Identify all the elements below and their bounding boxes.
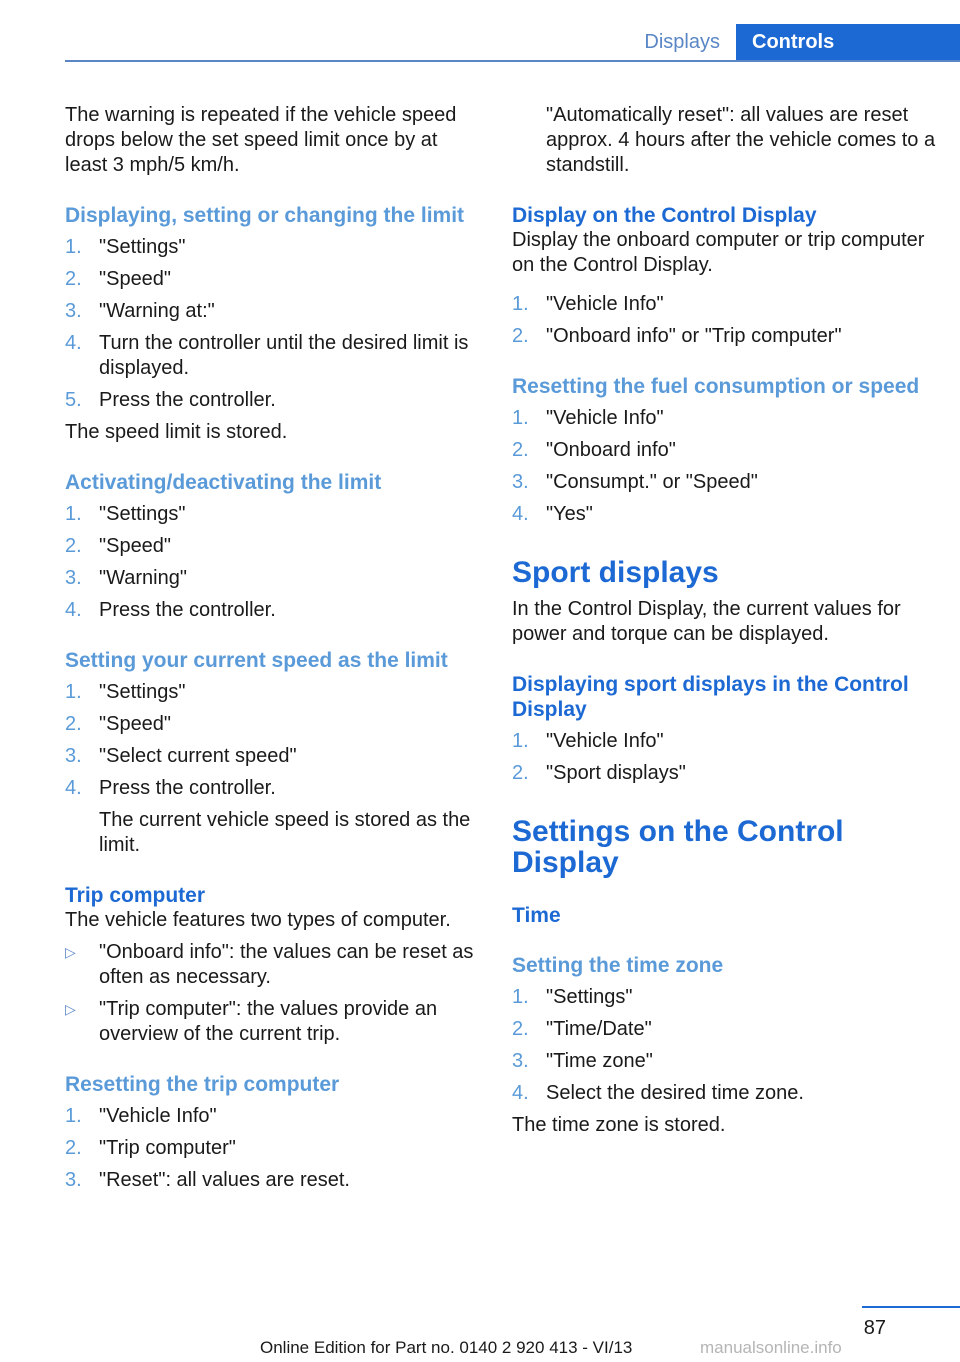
trip-computer-text: The vehicle features two types of computer.	[65, 909, 451, 931]
step-text: "Vehicle Info"	[546, 730, 664, 752]
step-text: "Warning"	[99, 567, 187, 589]
automatic-reset-text: "Automatically reset": all values are reset approx. 4 hours after the vehicle comes to a standstill.	[546, 104, 936, 176]
header-section-displays: Displays	[644, 31, 720, 53]
step-text: "Yes"	[546, 503, 593, 525]
step-text: "Settings"	[99, 236, 186, 258]
list-item	[512, 502, 942, 527]
step-number: 4.	[512, 1082, 529, 1104]
bullet-text: "Trip computer": the values provide an overview of the current trip.	[99, 998, 438, 1045]
heading-setting-limit: Displaying, setting or changing the limit	[65, 204, 465, 227]
step-number: 3.	[512, 471, 529, 493]
step-text: "Settings"	[99, 681, 186, 703]
steps-activating-limit	[65, 502, 485, 623]
step-text: "Onboard info" or "Trip computer"	[546, 325, 842, 347]
step-text: "Settings"	[99, 503, 186, 525]
current-speed-note: The current vehicle speed is stored as the limit.	[99, 809, 471, 856]
step-text: "Vehicle Info"	[546, 293, 664, 315]
speed-warning-intro: The warning is repeated if the vehicle speed drops below the set speed limit once by at least 3 mph/5 km/h.	[65, 104, 457, 176]
list-item	[65, 598, 485, 623]
step-number: 3.	[512, 1050, 529, 1072]
triangle-bullet-icon: ▷	[65, 944, 76, 960]
list-item	[65, 744, 485, 769]
step-number: 1.	[512, 293, 529, 315]
right-column	[512, 103, 942, 1138]
step-number: 2.	[512, 1018, 529, 1040]
steps-current-speed-limit	[65, 680, 485, 801]
list-item	[65, 388, 485, 413]
step-number: 5.	[65, 389, 82, 411]
step-text: "Time zone"	[546, 1050, 653, 1072]
list-item	[65, 940, 485, 990]
list-item	[512, 1049, 942, 1074]
heading-trip-computer: Trip computer	[65, 884, 206, 907]
step-number: 1.	[65, 681, 82, 703]
header-chapter-controls: Controls	[736, 24, 960, 61]
heading-current-speed-limit: Setting your current speed as the limit	[65, 649, 448, 672]
list-item	[65, 1104, 485, 1129]
list-item	[512, 292, 942, 317]
step-number: 2.	[65, 535, 82, 557]
step-text: Press the controller.	[99, 777, 276, 799]
sport-displays-text: In the Control Display, the current values for power and torque can be displayed.	[512, 598, 901, 645]
step-number: 1.	[65, 236, 82, 258]
steps-setting-limit	[65, 235, 485, 413]
triangle-bullet-icon: ▷	[65, 1001, 76, 1017]
list-item	[65, 1168, 485, 1193]
step-number: 3.	[65, 300, 82, 322]
list-item	[512, 729, 942, 754]
limit-stored-text: The speed limit is stored.	[65, 421, 288, 443]
step-number: 2.	[65, 268, 82, 290]
list-item	[512, 406, 942, 431]
step-number: 2.	[512, 325, 529, 347]
list-item	[65, 502, 485, 527]
step-number: 3.	[65, 1169, 82, 1191]
step-text: "Vehicle Info"	[546, 407, 664, 429]
steps-setting-time-zone	[512, 985, 942, 1106]
step-text: Press the controller.	[99, 599, 276, 621]
watermark: manualsonline.info	[700, 1338, 842, 1357]
step-text: "Sport displays"	[546, 762, 686, 784]
step-number: 4.	[512, 503, 529, 525]
step-text: "Select current speed"	[99, 745, 297, 767]
page-number: 87	[863, 1317, 886, 1339]
heading-setting-time-zone: Setting the time zone	[512, 954, 724, 977]
list-item	[512, 761, 942, 786]
step-text: Select the desired time zone.	[546, 1082, 804, 1104]
list-item	[512, 1017, 942, 1042]
time-zone-stored-text: The time zone is stored.	[512, 1114, 726, 1136]
heading-time: Time	[512, 904, 561, 927]
list-item	[65, 331, 485, 381]
list-item	[512, 470, 942, 495]
heading-sport-displays: Sport displays	[512, 556, 719, 589]
step-number: 2.	[512, 762, 529, 784]
heading-settings-control-display: Settings on the Control Display	[512, 815, 844, 879]
heading-resetting-fuel-consumption: Resetting the fuel consumption or speed	[512, 375, 920, 398]
list-item	[65, 997, 485, 1047]
heading-displaying-sport-displays: Displaying sport displays in the Control Display	[512, 673, 909, 721]
display-control-display-text: Display the onboard computer or trip computer on the Control Display.	[512, 229, 925, 276]
left-column	[65, 103, 485, 1200]
steps-resetting-trip-computer	[65, 1104, 485, 1193]
list-item	[65, 267, 485, 292]
step-text: "Consumpt." or "Speed"	[546, 471, 758, 493]
header-rule	[65, 60, 960, 62]
steps-display-control-display	[512, 292, 942, 349]
step-number: 3.	[65, 745, 82, 767]
step-number: 1.	[512, 986, 529, 1008]
step-text: "Trip computer"	[99, 1137, 236, 1159]
list-item	[512, 985, 942, 1010]
step-number: 4.	[65, 599, 82, 621]
step-text: "Reset": all values are reset.	[99, 1169, 350, 1191]
heading-activating-limit: Activating/deactivating the limit	[65, 471, 382, 494]
step-number: 2.	[65, 713, 82, 735]
step-text: "Speed"	[99, 535, 172, 557]
list-item	[65, 776, 485, 801]
step-text: Turn the controller until the desired limit is displayed.	[99, 332, 469, 379]
steps-displaying-sport-displays	[512, 729, 942, 786]
step-text: "Speed"	[99, 713, 172, 735]
step-text: "Time/Date"	[546, 1018, 652, 1040]
step-number: 1.	[65, 503, 82, 525]
step-text: "Settings"	[546, 986, 633, 1008]
list-item	[65, 712, 485, 737]
list-item	[65, 1136, 485, 1161]
footer-rule	[862, 1306, 960, 1308]
step-number: 2.	[512, 439, 529, 461]
list-item	[512, 1081, 942, 1106]
step-text: "Vehicle Info"	[99, 1105, 217, 1127]
heading-display-control-display: Display on the Control Display	[512, 204, 817, 227]
bullet-text: "Onboard info": the values can be reset as often as necessary.	[99, 941, 474, 988]
step-text: Press the controller.	[99, 389, 276, 411]
edition-text: Online Edition for Part no. 0140 2 920 413 - VI/13	[260, 1338, 633, 1357]
step-number: 4.	[65, 777, 82, 799]
step-text: "Speed"	[99, 268, 172, 290]
list-item	[512, 438, 942, 463]
list-item	[512, 324, 942, 349]
step-number: 1.	[65, 1105, 82, 1127]
step-text: "Warning at:"	[99, 300, 215, 322]
list-item	[65, 680, 485, 705]
list-item	[65, 299, 485, 324]
list-item	[65, 566, 485, 591]
step-number: 3.	[65, 567, 82, 589]
step-number: 2.	[65, 1137, 82, 1159]
steps-resetting-fuel-consumption	[512, 406, 942, 527]
step-number: 1.	[512, 730, 529, 752]
heading-resetting-trip-computer: Resetting the trip computer	[65, 1073, 340, 1096]
list-item	[65, 235, 485, 260]
step-number: 1.	[512, 407, 529, 429]
step-text: "Onboard info"	[546, 439, 676, 461]
list-item	[65, 534, 485, 559]
step-number: 4.	[65, 332, 82, 354]
trip-computer-bullets	[65, 940, 485, 1047]
